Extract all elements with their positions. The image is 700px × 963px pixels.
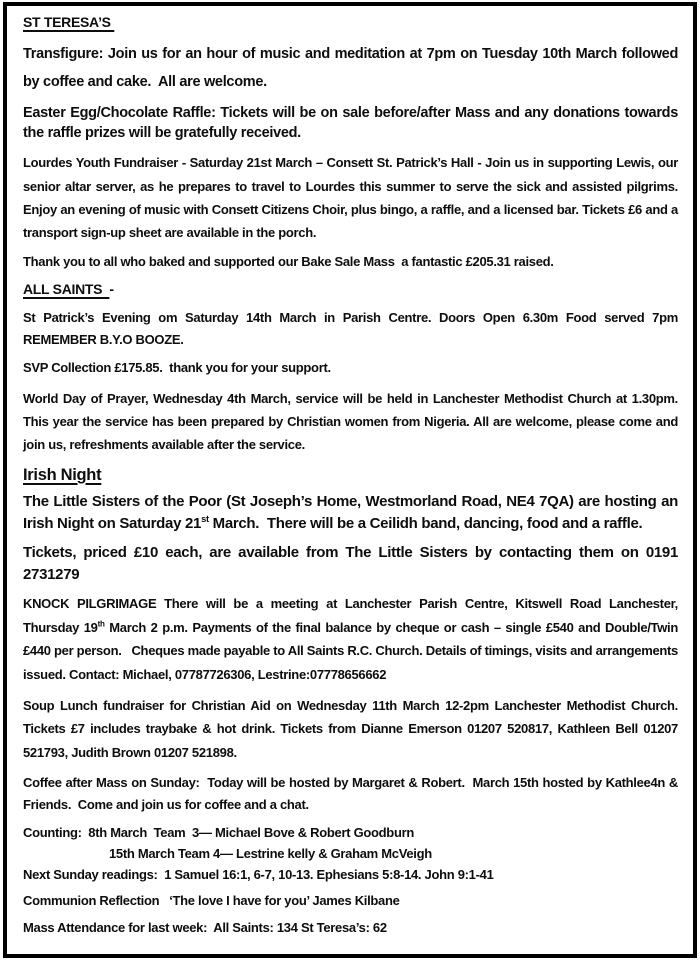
paragraph-svp-collection: SVP Collection £175.85. thank you for your support.	[23, 360, 331, 376]
paragraph-bake-sale-thanks: Thank you to all who baked and supported our Bake Sale Mass a fantastic £205.31 raised.	[23, 253, 554, 269]
counting-line-2: 15th March Team 4— Lestrine kelly & Graham McVeigh	[109, 846, 432, 862]
paragraph-transfigure: Transfigure: Join us for an hour of music and meditation at 7pm on Tuesday 10th March followed by coffee and cake. All are welcome.	[23, 46, 682, 91]
heading-all-saints-text: ALL SAINTS	[23, 281, 110, 298]
heading-st-teresas-text: ST TERESA’S	[23, 14, 115, 30]
heading-all-saints	[23, 280, 678, 298]
knock-text-2: March 2 p.m. Payments of the final balance by cheque or cash – single £540 and Double/Twin £440 per person. Cheques made payable to All Saints R.C. Church. Details of timings, visits and arrangements issued. Contact: Michael, 07787726306, Lestrine:07778656662	[23, 619, 682, 682]
paragraph-knock-pilgrimage	[23, 592, 682, 686]
paragraph-soup-lunch: Soup Lunch fundraiser for Christian Aid on Wednesday 11th March 12-2pm Lanchester Methodist Church. Tickets £7 includes traybake & hot drink. Tickets from Dianne Emerson 01207 520817, Kathleen Bell 01207 521793, Judith Brown 01207 521898.	[23, 697, 682, 760]
paragraph-world-day-of-prayer: World Day of Prayer, Wednesday 4th March, service will be held in Lanchester Methodist Church at 1.30pm. This year the service has been prepared by Christian women from Nigeria. All are welcome, please come and join us, refreshments available after the service.	[23, 390, 682, 453]
paragraph-coffee-after-mass: Coffee after Mass on Sunday: Today will be hosted by Margaret & Robert. March 15th hosted by Kathlee4n & Friends. Come and join us for coffee and a chat.	[23, 775, 682, 813]
little-sisters-text-2: March. There will be a Ceilidh band, dancing, food and a raffle.	[208, 515, 643, 533]
paragraph-readings: Next Sunday readings: 1 Samuel 16:1, 6-7, 10-13. Ephesians 5:8-14. John 9:1-41	[23, 867, 494, 883]
paragraph-st-patricks-evening: St Patrick’s Evening om Saturday 14th March in Parish Centre. Doors Open 6.30m Food served 7pm REMEMBER B.Y.O BOOZE.	[23, 310, 682, 348]
paragraph-easter-raffle: Easter Egg/Chocolate Raffle: Tickets will be on sale before/after Mass and any donations towards the raffle prizes will be gratefully received.	[23, 104, 682, 142]
paragraph-little-sisters	[23, 491, 682, 535]
little-sisters-text-1: The Little Sisters of the Poor (St Joseph’s Home, Westmorland Road, NE4 7QA) are hosting an Irish Night on Saturday 21	[23, 493, 682, 533]
heading-st-teresas	[23, 13, 678, 31]
heading-irish-night-text: Irish Night	[23, 465, 102, 484]
counting-line-1: Counting: 8th March Team 3— Michael Bove & Robert Goodburn	[23, 825, 414, 841]
paragraph-tickets: Tickets, priced £10 each, are available from The Little Sisters by contacting them on 0191 2731279	[23, 543, 682, 583]
paragraph-communion-reflection: Communion Reflection ‘The love I have for you’ James Kilbane	[23, 892, 400, 908]
page-border	[3, 2, 697, 958]
paragraph-mass-attendance: Mass Attendance for last week: All Saints: 134 St Teresa’s: 62	[23, 920, 387, 936]
little-sisters-superscript: st	[201, 514, 209, 525]
heading-all-saints-dash: -	[109, 281, 114, 298]
knock-superscript: th	[97, 619, 105, 629]
paragraph-lourdes-fundraiser: Lourdes Youth Fundraiser - Saturday 21st March – Consett St. Patrick’s Hall - Join us in supporting Lewis, our senior altar server, as he prepares to travel to Lourdes this summer to serve the sick and assisted pilgrims. Enjoy an evening of music with Consett Citizens Choir, plus bingo, a raffle, and a licensed bar. Tickets £6 and a transport sign-up sheet are available in the porch.	[23, 155, 682, 241]
heading-irish-night	[23, 465, 678, 486]
knock-text-1: KNOCK PILGRIMAGE There will be a meeting at Lanchester Parish Centre, Kitswell Road Lanchester, Thursday 19	[23, 596, 682, 635]
